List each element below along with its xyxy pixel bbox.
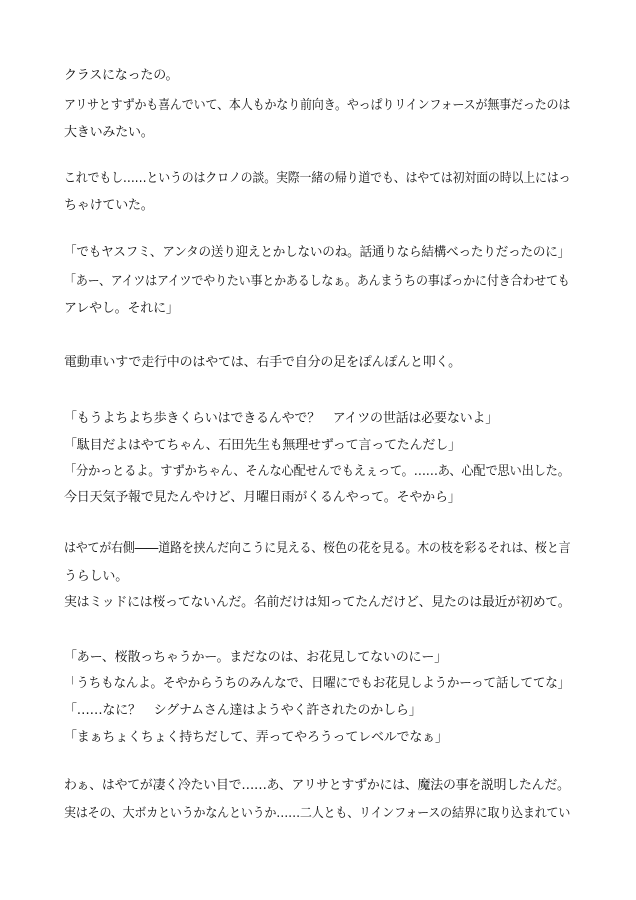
- text-line: ちゃけていた。: [64, 198, 154, 213]
- text-line: アレやし。それに」: [64, 301, 179, 316]
- text-line: 実はその、大ボカというかなんというか……二人とも、リインフォースの結界に取り込まれてい: [64, 806, 571, 821]
- text-line: 「駄目だよはやてちゃん、石田先生も無理せずって言ってたんだし」: [64, 438, 461, 453]
- text-line: 今日天気予報で見たんやけど、月曜日雨がくるんやって。そやから」: [64, 490, 461, 505]
- text-line: これでもし……というのはクロノの談。実際一緒の帰り道でも、はやては初対面の時以上にはっ: [64, 171, 571, 186]
- text-line: わぁ、はやてが凄く冷たい目で……あ、アリサとすずかには、魔法の事を説明したんだ。: [64, 778, 570, 793]
- text-line: 「分かっとるよ。すずかちゃん、そんな心配せんでもえぇって。……あ、心配で思い出した。: [64, 464, 570, 479]
- text-line: 「でもヤスフミ、アンタの送り迎えとかしないのね。話通りなら結構べったりだったのに」: [64, 245, 570, 260]
- text-line: 「……なに？ シグナムさん達はようやく許されたのかしら」: [64, 703, 422, 718]
- text-line: アリサとすずかも喜んでいて、本人もかなり前向き。やっぱりリインフォースが無事だったのは: [64, 98, 571, 113]
- text-line: 「あー、桜散っちゃうかー。まだなのは、お花見してないのにー」: [64, 650, 447, 665]
- text-line: うらしい。: [64, 569, 129, 584]
- text-line: 「もうよちよち歩きくらいはできるんやで？ アイツの世話は必要ないよ」: [64, 411, 499, 426]
- text-line: クラスになったの。: [64, 68, 179, 83]
- text-line: 電動車いすで走行中のはやては、右手で自分の足をぽんぽんと叩く。: [64, 355, 461, 370]
- text-line: 実はミッドには桜ってないんだ。名前だけは知ってたんだけど、見たのは最近が初めて。: [64, 595, 571, 610]
- text-line: 「うちもなんよ。そやからうちのみんなで、日曜にでもお花見しようかーって話しててな」: [64, 676, 571, 691]
- text-line: 「まぁちょくちょく持ちだして、弄ってやろうってレベルでなぁ」: [64, 730, 448, 745]
- text-line: はやてが右側――道路を挟んだ向こうに見える、桜色の花を見る。木の枝を彩るそれは、桜と言: [64, 541, 571, 556]
- text-line: 「あー、アイツはアイツでやりたい事とかあるしなぁ。あんまうちの事ばっかに付き合わせても: [64, 274, 570, 289]
- text-line: 大きいみたい。: [64, 125, 154, 140]
